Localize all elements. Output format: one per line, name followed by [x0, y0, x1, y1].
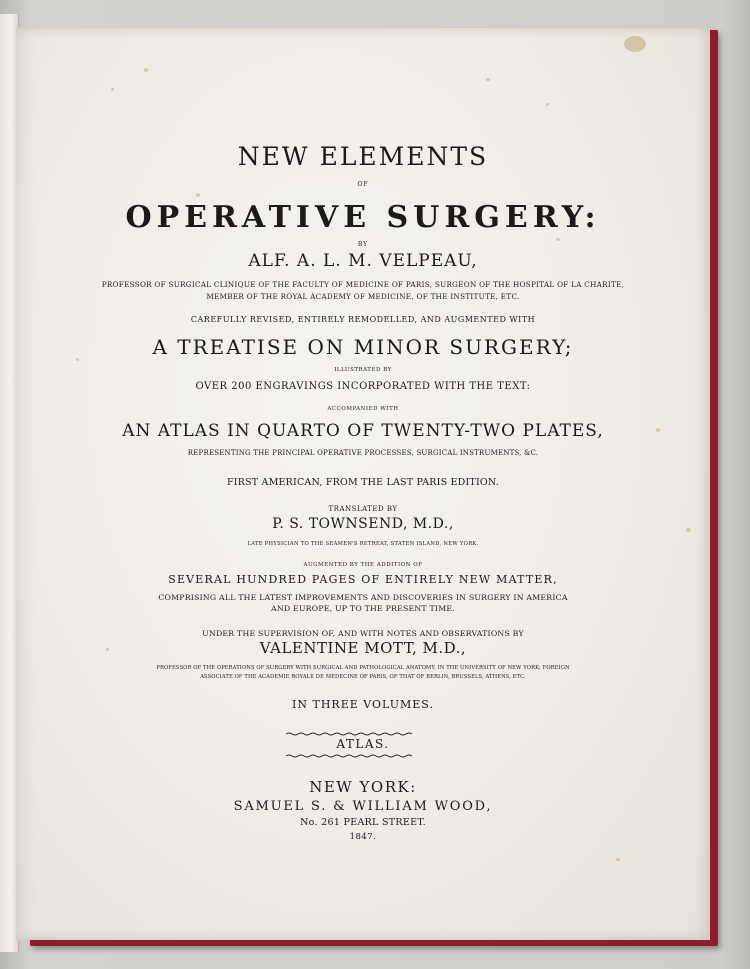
author-affiliation-2: MEMBER OF THE ROYAL ACADEMY OF MEDICINE, OF THE INSTITUTE, ETC.: [206, 292, 520, 301]
title-page-text: [16, 28, 710, 940]
translator-affiliation: LATE PHYSICIAN TO THE SEAMEN'S RETREAT, STATEN ISLAND, NEW YORK.: [247, 541, 479, 547]
editor-name: VALENTINE MOTT, M.D.,: [259, 639, 467, 657]
engravings-note: OVER 200 ENGRAVINGS INCORPORATED WITH THE TEXT:: [195, 381, 531, 392]
title-of: OF: [357, 181, 369, 188]
several-hundred-pages: SEVERAL HUNDRED PAGES OF ENTIRELY NEW MATTER,: [168, 573, 558, 586]
illustrated-by: ILLUSTRATED BY: [334, 367, 392, 373]
supervision-note: UNDER THE SUPERVISION OF, AND WITH NOTES AND OBSERVATIONS BY: [202, 629, 524, 638]
author-name: ALF. A. L. M. VELPEAU,: [248, 251, 478, 271]
representing-note: REPRESENTING THE PRINCIPAL OPERATIVE PROCESSES, SURGICAL INSTRUMENTS, &C.: [187, 449, 539, 457]
wavy-rule-top: [286, 732, 412, 736]
augmented-by: AUGMENTED BY THE ADDITION OF: [303, 562, 423, 568]
publication-place: NEW YORK:: [309, 778, 417, 796]
title-line-1: NEW ELEMENTS: [237, 142, 489, 171]
wavy-rule-bottom: [286, 754, 412, 758]
author-by: BY: [357, 241, 369, 248]
editor-affiliation-2: ASSOCIATE OF THE ACADEMIE ROYALE DE MEDECINE OF PARIS, OF THAT OF BERLIN, BRUSSELS, ATHENS, ETC.: [200, 674, 526, 680]
comprising-line-1: COMPRISING ALL THE LATEST IMPROVEMENTS AND DISCOVERIES IN SURGERY IN AMERICA: [158, 593, 568, 602]
atlas-label: ATLAS.: [336, 737, 390, 751]
author-affiliation-1: PROFESSOR OF SURGICAL CLINIQUE OF THE FACULTY OF MEDICINE OF PARIS, SURGEON OF THE HOSPITAL OF LA CHARITE,: [101, 280, 625, 289]
volumes-note: IN THREE VOLUMES.: [292, 698, 434, 711]
revised-note: CAREFULLY REVISED, ENTIRELY REMODELLED, AND AUGMENTED WITH: [190, 315, 536, 324]
editor-affiliation-1: PROFESSOR OF THE OPERATIONS OF SURGERY WITH SURGICAL AND PATHOLOGICAL ANATOMY, IN THE UNIVERSITY OF NEW YORK; FOREIGN: [156, 665, 570, 671]
publisher-address: No. 261 PEARL STREET.: [300, 817, 426, 828]
translated-by: TRANSLATED BY: [328, 505, 398, 513]
comprising-line-2: AND EUROPE, UP TO THE PRESENT TIME.: [271, 604, 455, 613]
treatise-title: A TREATISE ON MINOR SURGERY;: [152, 335, 574, 359]
accompanied-with: ACCOMPANIED WITH: [327, 406, 399, 412]
publisher-name: SAMUEL S. & WILLIAM WOOD,: [233, 799, 493, 814]
title-line-2: OPERATIVE SURGERY:: [125, 200, 601, 235]
translator-name: P. S. TOWNSEND, M.D.,: [272, 516, 454, 532]
edition-note: FIRST AMERICAN, FROM THE LAST PARIS EDITION.: [226, 477, 500, 488]
atlas-description: AN ATLAS IN QUARTO OF TWENTY-TWO PLATES,: [122, 421, 604, 441]
publication-year: 1847.: [349, 832, 377, 842]
title-page: [16, 28, 710, 940]
